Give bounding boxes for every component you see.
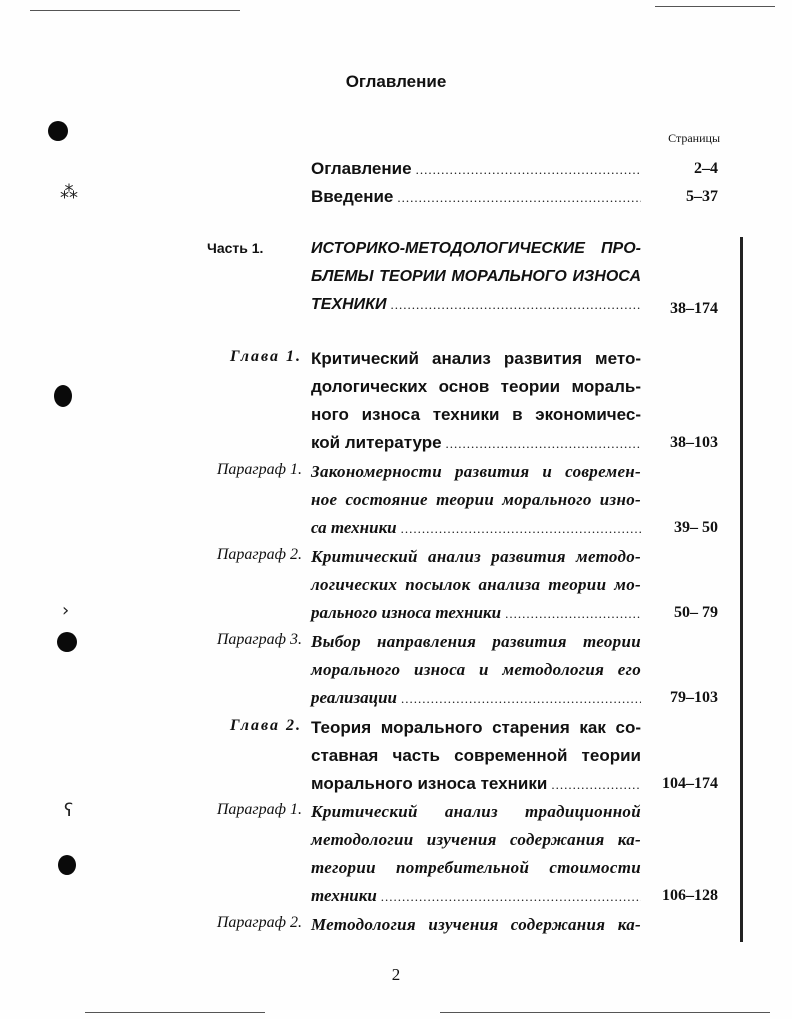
paragraph-title-line[interactable]: методологии изучения содержания ка- [311,830,641,849]
paragraph-title-line[interactable]: Критический анализ развития методо- [311,547,641,566]
toc-entry-pages: 5–37 [686,188,718,205]
chapter-title-line[interactable]: Критический анализ развития мето- [311,349,641,368]
paragraph-pages: 79–103 [670,689,718,706]
punch-hole-4 [58,855,76,875]
pages-column-header: Страницы [668,131,720,145]
paragraph-label: Параграф 2. [216,546,302,563]
paragraph-title-last-line[interactable] [311,514,641,543]
toc-entry-contents[interactable] [311,155,641,184]
paragraph-title-last-line[interactable] [311,599,641,628]
page-title: Оглавление [345,72,447,91]
part-title-line[interactable]: БЛЕМЫ ТЕОРИИ МОРАЛЬНОГО ИЗНОСА [311,268,641,285]
scan-edge-bottom-right [440,1012,770,1013]
scan-speck: › [62,600,70,621]
paragraph-title-line[interactable]: тегории потребительной стоимости [311,858,641,877]
paragraph-title-line[interactable]: Закономерности развития и современ- [311,462,641,481]
paragraph-label: Параграф 1. [216,461,302,478]
scan-margin-bar [740,237,743,942]
chapter-title-last-line[interactable] [311,770,641,799]
part-pages: 38–174 [670,300,718,317]
paragraph-title-line[interactable]: морального износа и методология его [311,660,641,679]
dot-leader [446,430,641,458]
paragraph-title-line[interactable]: логических посылок анализа теории мо- [311,575,641,594]
chapter-label: Глава 2. [229,717,302,734]
chapter-pages: 38–103 [670,434,718,451]
scan-speck: ⁂ [60,182,78,203]
dot-leader [401,515,641,543]
paragraph-title-last: техники [311,886,377,905]
toc-entry-title: Оглавление [311,159,412,178]
scan-speck: ʕ [64,800,74,821]
scan-edge-top-left [30,10,240,11]
toc-entry-pages: 2–4 [694,160,718,177]
paragraph-pages: 50– 79 [674,604,718,621]
part-title-last-line[interactable] [311,291,641,319]
part-title-line[interactable]: ИСТОРИКО-МЕТОДОЛОГИЧЕСКИЕ ПРО- [311,240,641,257]
part-label: Часть 1. [207,240,264,256]
scan-edge-top-right [655,6,775,7]
chapter-title-last: морального износа техники [311,774,548,793]
paragraph-pages: 106–128 [662,887,718,904]
paragraph-title-last: са техники [311,518,397,537]
paragraph-label: Параграф 3. [216,631,302,648]
chapter-label: Глава 1. [229,348,302,365]
paragraph-title-line[interactable]: Критический анализ традиционной [311,802,641,821]
dot-leader [391,291,641,319]
toc-entry-introduction[interactable] [311,183,641,212]
toc-entry-title: Введение [311,187,394,206]
paragraph-label: Параграф 2. [216,914,302,931]
paragraph-title-last: реализации [311,688,397,707]
paragraph-title-last-line[interactable] [311,684,641,713]
paragraph-title-last-line[interactable] [311,882,641,911]
chapter-title-line[interactable]: Теория морального старения как со- [311,718,641,737]
paragraph-title-line[interactable]: ное состояние теории морального изно- [311,490,641,509]
page-number: 2 [391,965,401,984]
chapter-title-line[interactable]: ного износа техники в экономичес- [311,405,641,424]
dot-leader [505,600,641,628]
dot-leader [381,883,641,911]
punch-hole-2 [54,385,72,407]
punch-hole-3 [57,632,77,652]
paragraph-title-line[interactable]: Выбор направления развития теории [311,632,641,651]
paragraph-title-line[interactable]: Методология изучения содержания ка- [311,915,641,934]
dot-leader [401,685,641,713]
dot-leader [397,184,641,212]
punch-hole-1 [48,121,68,141]
part-title-last: ТЕХНИКИ [311,296,387,313]
chapter-title-line[interactable]: дологических основ теории мораль- [311,377,641,396]
scan-edge-bottom-left [85,1012,265,1013]
dot-leader [416,156,641,184]
chapter-title-last-line[interactable] [311,429,641,458]
chapter-title-line[interactable]: ставная часть современной теории [311,746,641,765]
dot-leader [551,771,641,799]
chapter-pages: 104–174 [662,775,718,792]
chapter-title-last: кой литературе [311,433,442,452]
paragraph-title-last: рального износа техники [311,603,502,622]
paragraph-pages: 39– 50 [674,519,718,536]
paragraph-label: Параграф 1. [216,801,302,818]
